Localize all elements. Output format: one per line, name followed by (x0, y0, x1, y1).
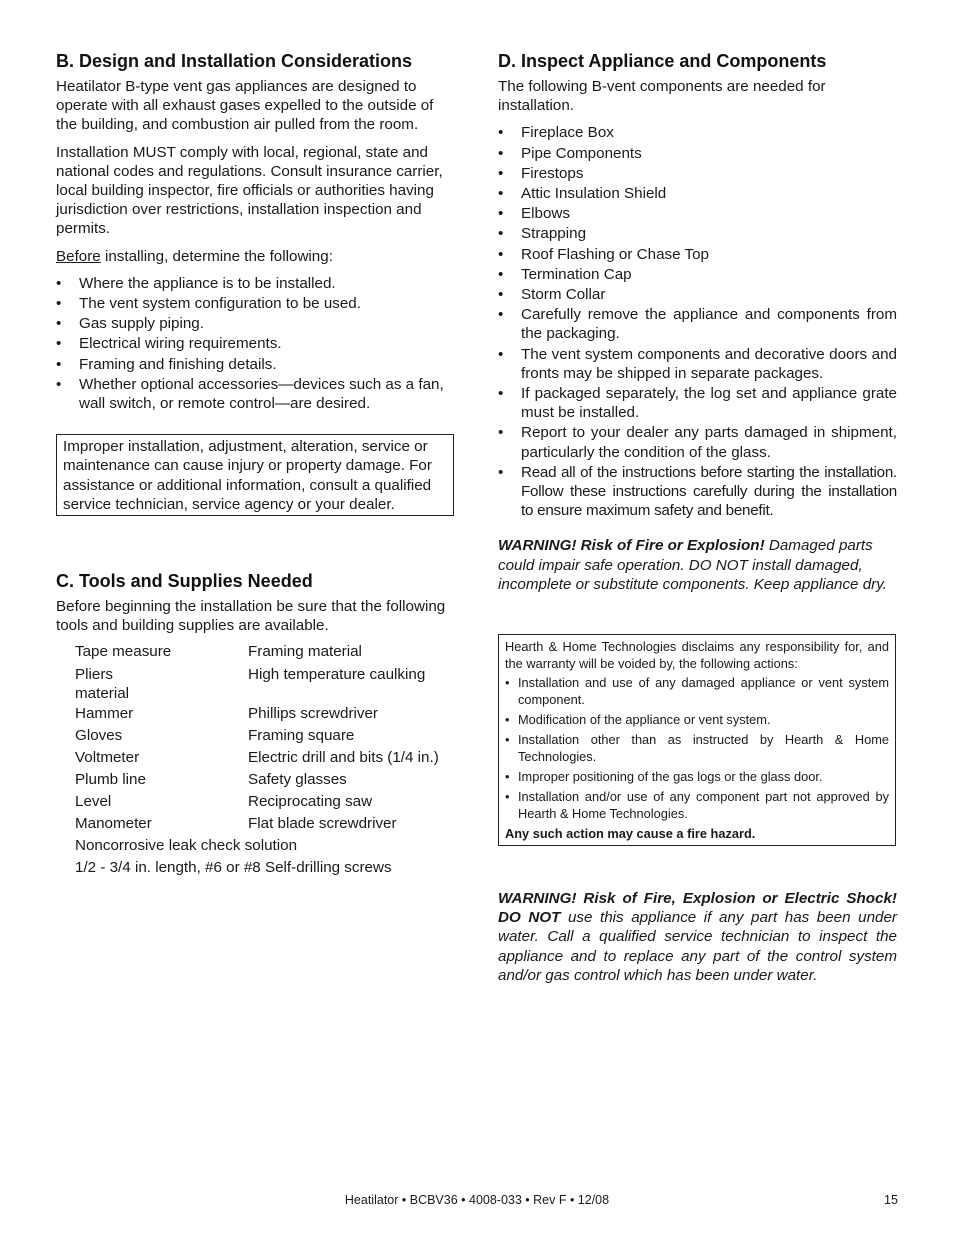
tool-cell: High temperature caulking (248, 666, 426, 684)
tool-cell: Reciprocating saw (248, 793, 373, 811)
fire-explosion-warning (498, 536, 897, 594)
tool-cell: Manometer (75, 815, 152, 833)
list-item: • Read all of the instructions before starting the installation. Follow these instructions carefully during the installation to ensure maximum safety and benefit. (498, 463, 897, 521)
list-item: • If packaged separately, the log set and appliance grate must be installed. (498, 384, 897, 422)
components-list (498, 123, 897, 520)
disclaimer-intro: Hearth & Home Technologies disclaims any responsibility for, and the warranty will be voided by, the following actions: (505, 639, 889, 672)
table-row (75, 703, 456, 725)
list-item: • Improper positioning of the gas logs or the glass door. (505, 768, 889, 785)
tool-cell: Electric drill and bits (1/4 in.) (248, 749, 439, 767)
warning-text: use this appliance if any part has been under water. Call a qualified service technician to inspect the appliance and to replace any part of the control system and/or gas control which has been under water. (498, 909, 897, 984)
tool-cell: material (75, 685, 130, 703)
table-row (75, 725, 456, 747)
warning-label: WARNING! Risk of Fire, Explosion or Electric Shock! DO NOT (498, 890, 897, 927)
left-column (56, 50, 456, 879)
list-item: • Modification of the appliance or vent system. (505, 711, 889, 728)
table-row (75, 813, 456, 835)
warning-text: Damaged parts could impair safe operation. DO NOT install damaged, incomplete or substitute components. Keep appliance dry. (498, 537, 887, 593)
list-item: • Installation other than as instructed by Hearth & Home Technologies. (505, 731, 889, 765)
caution-notice-text: Improper installation, adjustment, alteration, service or maintenance can cause injury or property damage. For assistance or additional information, consult a qualified service technician, service agency or your dealer. (63, 438, 432, 513)
list-item: • Attic Insulation Shield (498, 184, 897, 203)
page-number: 15 (884, 1193, 898, 1207)
list-item: • Fireplace Box (498, 123, 897, 142)
disclaimer-list (505, 674, 889, 822)
list-item: • Strapping (498, 224, 897, 243)
section-d-heading: D. Inspect Appliance and Components (498, 51, 827, 71)
list-item: • Carefully remove the appliance and components from the packaging. (498, 305, 897, 343)
tool-cell: Hammer (75, 705, 134, 723)
list-item: • Electrical wiring requirements. (56, 334, 456, 353)
list-item: • Gas supply piping. (56, 314, 456, 333)
list-item: • Storm Collar (498, 285, 897, 304)
table-row (75, 684, 456, 703)
warning-label: WARNING! Risk of Fire or Explosion! (498, 537, 765, 555)
tool-cell: Safety glasses (248, 771, 347, 789)
section-c-heading: C. Tools and Supplies Needed (56, 571, 313, 592)
page-footer: Heatilator • BCBV36 • 4008-033 • Rev F • 12/08 (344, 1193, 610, 1207)
tools-table (75, 641, 456, 879)
table-row (75, 791, 456, 813)
disclaimer-final: Any such action may cause a fire hazard. (505, 826, 756, 842)
list-item: • Elbows (498, 204, 897, 223)
list-item: • Termination Cap (498, 265, 897, 284)
table-row (75, 665, 456, 684)
list-item: • Roof Flashing or Chase Top (498, 245, 897, 264)
before-rest: installing, determine the following: (100, 247, 333, 265)
list-item: • Installation and use of any damaged appliance or vent system component. (505, 674, 889, 708)
tool-cell: Level (75, 793, 112, 811)
section-c-intro: Before beginning the installation be sure that the following tools and building supplies are available. (56, 598, 446, 635)
tool-cell: Plumb line (75, 771, 146, 789)
tools-extra-line: 1/2 - 3/4 in. length, #6 or #8 Self-drilling screws (75, 859, 392, 877)
list-item: • Framing and finishing details. (56, 355, 456, 374)
tool-cell: Phillips screwdriver (248, 705, 378, 723)
list-item: • The vent system components and decorative doors and fronts may be shipped in separate packages. (498, 345, 897, 383)
tool-cell: Tape measure (75, 643, 172, 661)
disclaimer-box (498, 634, 896, 846)
caution-notice-box (56, 434, 454, 516)
list-item: • Pipe Components (498, 144, 897, 163)
before-word: Before (56, 247, 101, 265)
right-column (498, 50, 897, 985)
list-item: • Installation and/or use of any component part not approved by Hearth & Home Technologies. (505, 788, 889, 822)
tool-cell: Voltmeter (75, 749, 140, 767)
tools-extra-line: Noncorrosive leak check solution (75, 837, 298, 855)
table-row (75, 747, 456, 769)
list-item: • Firestops (498, 164, 897, 183)
table-row (75, 769, 456, 791)
table-row (75, 641, 456, 663)
list-item: • Whether optional accessories—devices such as a fan, wall switch, or remote control—are desired. (56, 375, 456, 413)
section-d-intro: The following B-vent components are needed for installation. (498, 78, 826, 115)
electric-shock-warning (498, 889, 897, 985)
determine-list (56, 274, 456, 413)
tool-cell: Flat blade screwdriver (248, 815, 397, 833)
list-item: • Report to your dealer any parts damaged in shipment, particularly the condition of the glass. (498, 423, 897, 461)
section-b-para1: Heatilator B-type vent gas appliances are designed to operate with all exhaust gases expelled to the outside of the building, and combustion air pulled from the room. (56, 78, 434, 134)
tool-cell: Gloves (75, 727, 123, 745)
tool-cell: Pliers (75, 666, 113, 684)
section-b-para2: Installation MUST comply with local, regional, state and national codes and regulations. Consult insurance carrier, local building inspector, fire officials or authorities having jurisdiction over restrictions, installation inspection and permits. (56, 143, 443, 238)
tool-cell: Framing material (248, 643, 362, 661)
section-b-heading: B. Design and Installation Considerations (56, 51, 413, 71)
tool-cell: Framing square (248, 727, 355, 745)
list-item: • The vent system configuration to be used. (56, 294, 456, 313)
list-item: • Where the appliance is to be installed. (56, 274, 456, 293)
before-installing-line (56, 247, 456, 266)
